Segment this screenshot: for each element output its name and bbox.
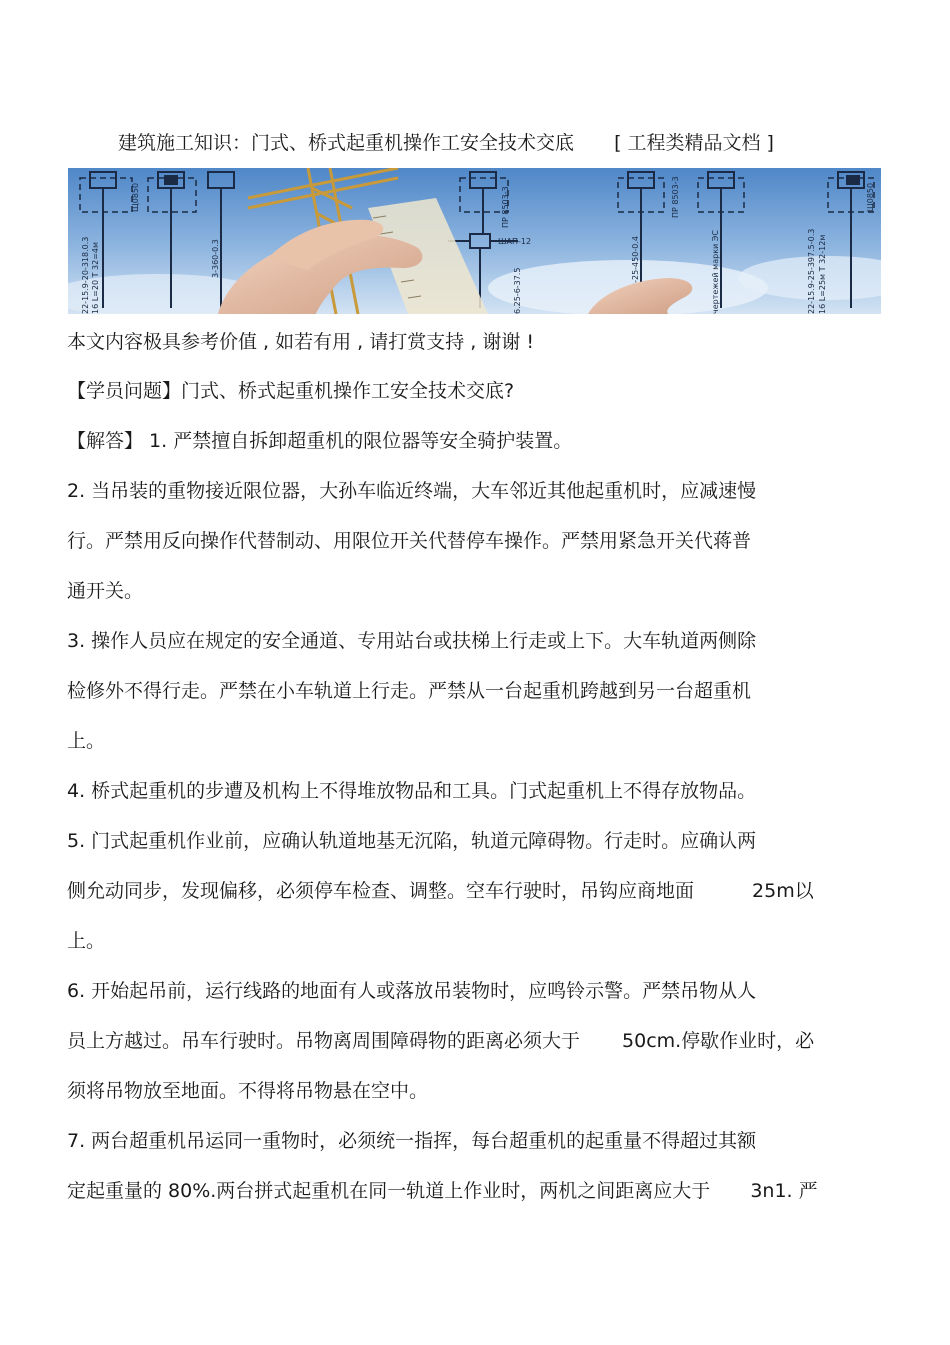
body-line: 检修外不得行走。严禁在小车轨道上行走。严禁从一台起重机跨越到另一台超重机	[67, 680, 752, 702]
banner-label: 22-15.9-25-397.5-0.3	[807, 228, 816, 314]
banner-label: 22-15.9-20-318.0.3	[81, 236, 90, 314]
body-line: 侧允动同步，发现偏移，必须停车检查、调整。空车行驶时，吊钩应商地面 25m以	[67, 880, 814, 902]
banner-label: чертежей марки ЭС	[711, 230, 720, 314]
body-line: 行。严禁用反向操作代替制动、用限位开关代替停车操作。严禁用紧急开关代蒋普	[67, 530, 752, 552]
body-line: 通开关。	[67, 580, 144, 602]
body-line: 4. 桥式起重机的步遭及机构上不得堆放物品和工具。门式起重机上不得存放物品。	[67, 780, 757, 802]
answer-line: 【解答】 1. 严禁擅自拆卸超重机的限位器等安全骑护装置。	[67, 430, 573, 452]
intro-line: 本文内容极具参考价值 , 如若有用 , 请打赏支持 , 谢谢 !	[67, 331, 535, 353]
document-title-row	[118, 128, 838, 155]
banner-label: 3-360-0.3	[211, 239, 220, 278]
banner-label: ПР 8503-3	[501, 186, 510, 228]
body-line: 2. 当吊装的重物接近限位器，大孙车临近终端，大车邻近其他起重机时，应减速慢	[67, 480, 757, 502]
question-line: 【学员问题】门式、桥式起重机操作工安全技术交底?	[67, 380, 515, 402]
body-line: 须将吊物放至地面。不得将吊物悬在空中。	[67, 1080, 429, 1102]
body-line: 定起重量的 80%.两台拼式起重机在同一轨道上作业时，两机之间距离应大于 3n1. 严	[67, 1180, 818, 1202]
document-title: 建筑施工知识：门式、桥式起重机操作工安全技术交底	[118, 132, 575, 154]
banner-label: 16 L=25м T 32-12м	[818, 234, 827, 314]
banner-label: Щ0850	[866, 182, 875, 212]
body-line: 员上方越过。吊车行驶时。吊物离周围障碍物的距离必须大于 50cm.停歇作业时，必	[67, 1030, 815, 1052]
banner-label: Щ0850	[131, 182, 140, 212]
document-category-tag: [ 工程类精品文档 ]	[614, 132, 774, 154]
body-line: 5. 门式起重机作业前，应确认轨道地基无沉陷，轨道元障碍物。行走时。应确认两	[67, 830, 757, 852]
body-line: 上。	[67, 930, 106, 952]
body-line: 3. 操作人员应在规定的安全通道、专用站台或扶梯上行走或上下。大车轨道两侧除	[67, 630, 757, 652]
banner-label: 0-25-450-0.4	[631, 236, 640, 288]
body-line: 7. 两台超重机吊运同一重物时，必须统一指挥，每台超重机的起重量不得超过其额	[67, 1130, 757, 1152]
banner-label: ШАП-12	[498, 237, 532, 246]
banner-label: 16 L=20 T 32=4м	[91, 241, 100, 314]
banner-illustration	[68, 168, 881, 314]
body-line: 6. 开始起吊前，运行线路的地面有人或落放吊装物时，应鸣铃示警。严禁吊物从人	[67, 980, 757, 1002]
banner-label: 6.25-6-37.5	[513, 267, 522, 314]
banner-label: ПР 8503-3	[671, 176, 680, 218]
body-line: 上。	[67, 730, 106, 752]
banner-image	[68, 168, 881, 314]
